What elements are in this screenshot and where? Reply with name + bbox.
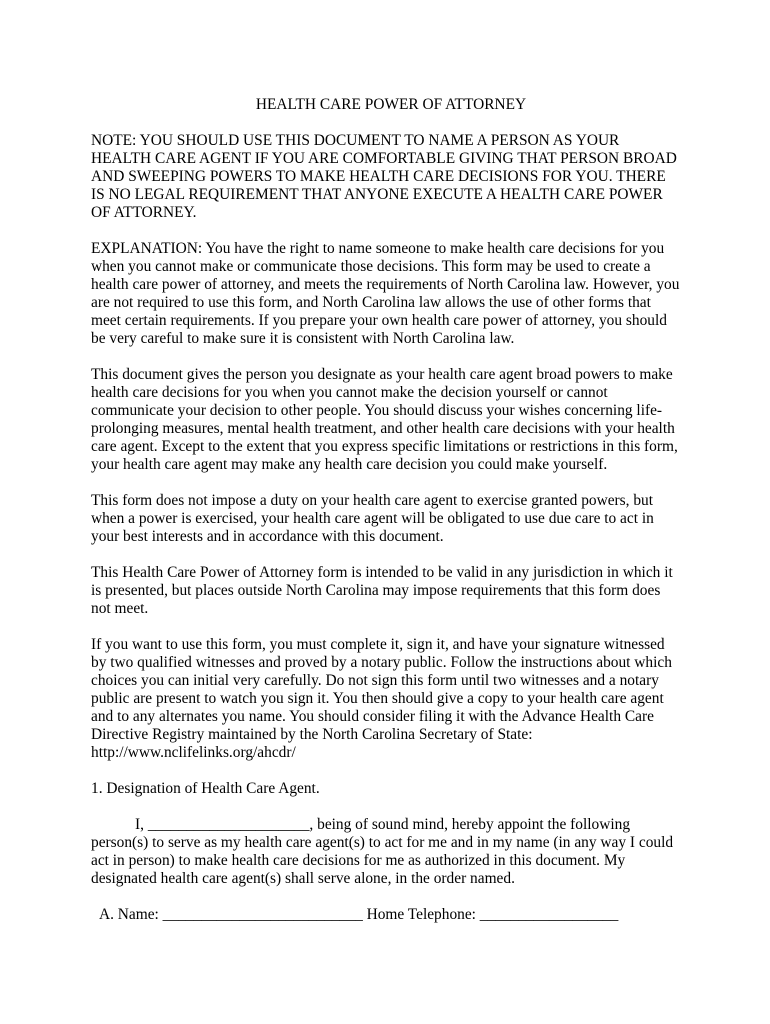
powers-paragraph: This document gives the person you designate as your health care agent broad powers to make health care decisions for you when you cannot make the decision yourself or cannot communicate your decision to other people. You should discuss your wishes concerning life-prolonging measures, mental health treatment, and other health care decisions with your health care agent. Except to the extent that you express specific limitations or restrictions in this form, your health care agent may make any health care decision you could make yourself. [91,366,678,473]
section-1-heading: 1. Designation of Health Care Agent. [91,780,320,797]
section-1-body: I, _____________________, being of sound mind, hereby appoint the following person(s) to serve as my health care agent(s) to act for me and in my name (in any way I could act in person) to make health care decisions for me as authorized in this document. My designated health care agent(s) shall serve alone, in the order named. [91,816,674,887]
explanation-paragraph: EXPLANATION: You have the right to name someone to make health care decisions for you when you cannot make or communicate those decisions. This form may be used to create a health care power of attorney, and meets the requirements of North Carolina law. However, you are not required to use this form, and North Carolina law allows the use of other forms that meet certain requirements. If you prepare your own health care power of attorney, you should be very careful to make sure it is consistent with North Carolina law. [91,240,680,347]
document-body [91,96,681,924]
note-paragraph: NOTE: YOU SHOULD USE THIS DOCUMENT TO NAME A PERSON AS YOUR HEALTH CARE AGENT IF YOU ARE COMFORTABLE GIVING THAT PERSON BROAD AND SWEEPING POWERS TO MAKE HEALTH CARE DECISIONS FOR YOU. THERE IS NO LEGAL REQUIREMENT THAT ANYONE EXECUTE A HEALTH CARE POWER OF ATTORNEY. [91,132,677,221]
instructions-paragraph: If you want to use this form, you must complete it, sign it, and have your signature witnessed by two qualified witnesses and proved by a notary public. Follow the instructions about which choices you can initial very carefully. Do not sign this form until two witnesses and a notary public are present to watch you sign it. You then should give a copy to your health care agent and to any alternates you name. You should consider filing it with the Advance Health Care Directive Registry maintained by the North Carolina Secretary of State: http://www.nclifelinks.org/ahcdr/ [91,636,672,761]
duty-paragraph: This form does not impose a duty on your health care agent to exercise granted powers, but when a power is exercised, your health care agent will be obligated to use due care to act in your best interests and in accordance with this document. [91,492,654,545]
validity-paragraph: This Health Care Power of Attorney form is intended to be valid in any jurisdiction in which it is presented, but places outside North Carolina may impose requirements that this form does not meet. [91,564,673,617]
document-title: HEALTH CARE POWER OF ATTORNEY [255,96,527,113]
agent-a-fields: A. Name: __________________________ Home Telephone: __________________ [99,906,619,923]
